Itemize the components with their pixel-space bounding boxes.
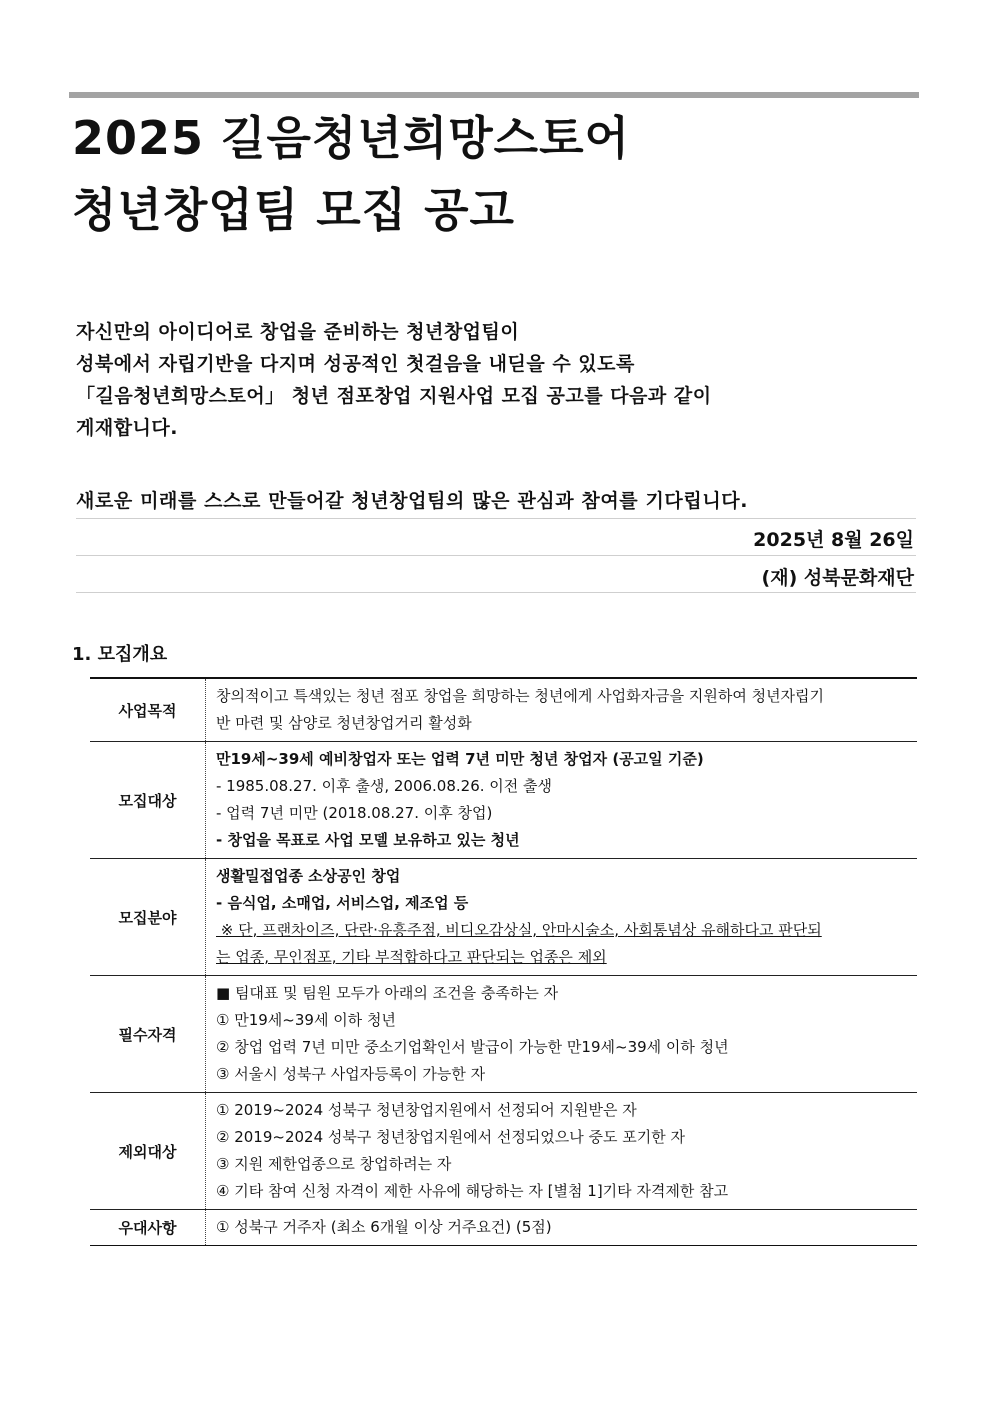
announcement-date: 2025년 8월 26일 — [753, 529, 914, 551]
row-content-preference: ① 성북구 거주자 (최소 6개월 이상 거주요건) (5점) — [206, 1210, 918, 1246]
intro-line: 게재합니다. — [76, 417, 178, 439]
row-content-purpose: 창의적이고 특색있는 청년 점포 창업을 희망하는 청년에게 사업화자금을 지원하여 청년자립기 반 마련 및 삼양로 청년창업거리 활성화 — [206, 678, 918, 742]
table-row — [90, 859, 917, 976]
row-label-target: 모집대상 — [90, 742, 206, 859]
row-content-exclusion: ① 2019~2024 성북구 청년창업지원에서 선정되어 지원받은 자 ② 2019~2024 성북구 청년창업지원에서 선정되었으나 중도 포기한 자 ③ 지원 제한업종으로 창업하려는 자 ④ 기타 참여 신청 자격이 제한 사유에 해당하는 자 [별첨 1]기타 자격제한 참고 — [206, 1093, 918, 1210]
divider — [76, 555, 916, 556]
row-label-purpose: 사업목적 — [90, 678, 206, 742]
invitation-text: 새로운 미래를 스스로 만들어갈 청년창업팀의 많은 관심과 참여를 기다립니다. — [76, 490, 749, 512]
top-rule — [69, 92, 919, 98]
intro-line: 자신만의 아이디어로 창업을 준비하는 청년창업팀이 — [76, 321, 520, 343]
row-content-field: 생활밀접업종 소상공인 창업 - 음식업, 소매업, 서비스업, 제조업 등 ※ 단, 프랜차이즈, 단란·유흥주점, 비디오감상실, 안마시술소, 사회통념상 유해하다고 판단되 는 업종, 무인점포, 기타 부적합하다고 판단되는 업종은 제외 — [206, 859, 918, 976]
divider — [76, 518, 916, 519]
intro-paragraph — [76, 316, 712, 444]
intro-line: 「길음청년희망스토어」 청년 점포창업 지원사업 모집 공고를 다음과 같이 — [76, 385, 712, 407]
table-row — [90, 1210, 917, 1246]
row-label-preference: 우대사항 — [90, 1210, 206, 1246]
table-row — [90, 678, 917, 742]
recruitment-summary-table — [90, 677, 917, 1246]
row-label-requirements: 필수자격 — [90, 976, 206, 1093]
row-content-target: 만19세~39세 예비창업자 또는 업력 7년 미만 청년 창업자 (공고일 기준) - 1985.08.27. 이후 출생, 2006.08.26. 이전 출생 - 업력 7년 미만 (2018.08.27. 이후 창업) - 창업을 목표로 사업 모델 보유하고 있는 청년 — [206, 742, 918, 859]
table-row — [90, 1093, 917, 1210]
row-label-exclusion: 제외대상 — [90, 1093, 206, 1210]
intro-line: 성북에서 자립기반을 다지며 성공적인 첫걸음을 내딛을 수 있도록 — [76, 353, 635, 375]
document-title-line-2: 청년창업팀 모집 공고 — [72, 183, 515, 237]
organization-name: (재) 성북문화재단 — [761, 567, 914, 589]
row-label-field: 모집분야 — [90, 859, 206, 976]
divider — [76, 592, 916, 593]
document-title-line-1: 2025 길음청년희망스토어 — [72, 111, 630, 165]
section-heading: 1. 모집개요 — [72, 644, 168, 665]
table-row — [90, 742, 917, 859]
row-content-requirements: ■ 팀대표 및 팀원 모두가 아래의 조건을 충족하는 자 ① 만19세~39세 이하 청년 ② 창업 업력 7년 미만 중소기업확인서 발급이 가능한 만19세~39세 이하 청년 ③ 서울시 성북구 사업자등록이 가능한 자 — [206, 976, 918, 1093]
table-row — [90, 976, 917, 1093]
